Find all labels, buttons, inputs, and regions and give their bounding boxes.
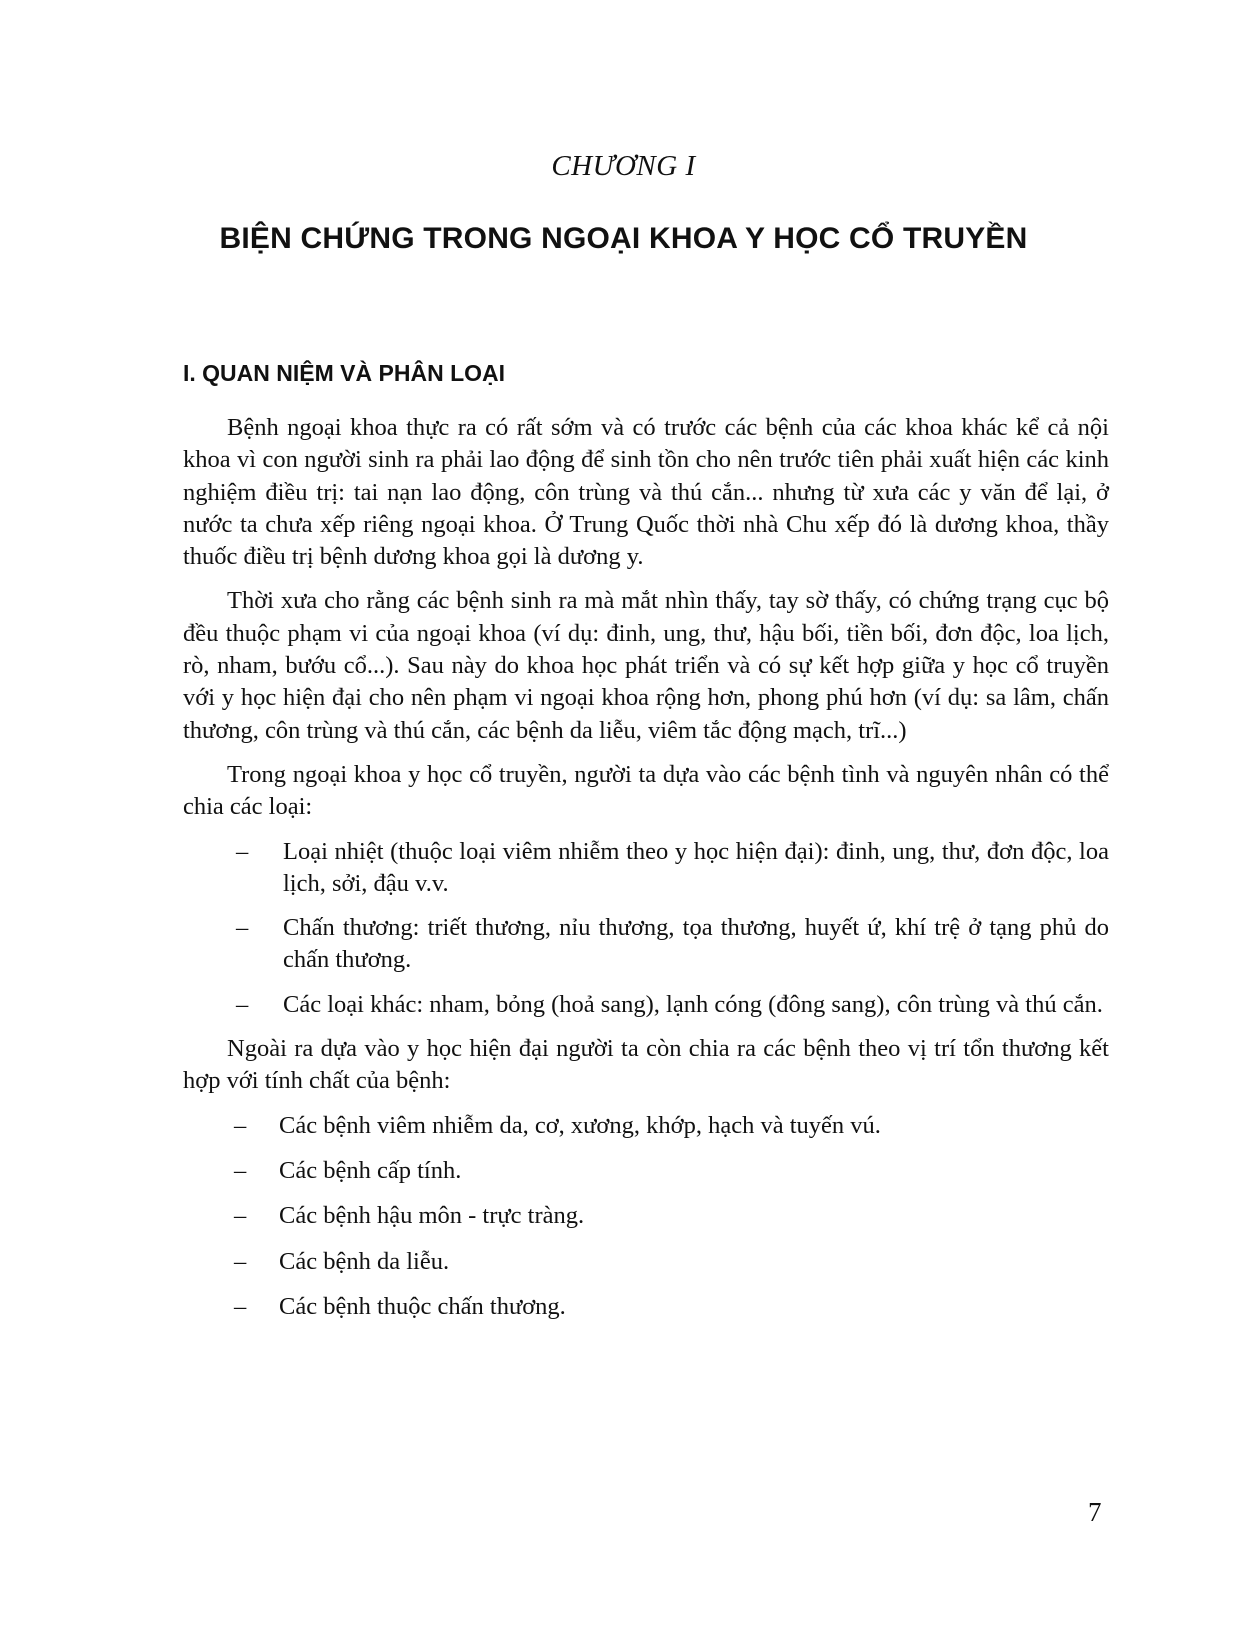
paragraph-4: Ngoài ra dựa vào y học hiện đại người ta còn chia ra các bệnh theo vị trí tổn thương kết hợp với tính chất của bệnh: — [183, 1035, 1109, 1095]
classification-list-traditional — [183, 836, 1109, 1021]
dash-bullet: – — [234, 1111, 247, 1139]
list-item-text: Chấn thương: triết thương, nỉu thương, tọa thương, huyết ứ, khí trệ ở tạng phủ do chấn thương. — [283, 914, 1109, 974]
list-item-text: Loại nhiệt (thuộc loại viêm nhiễm theo y học hiện đại): đinh, ung, thư, đơn độc, loa lịch, sởi, đậu v.v. — [283, 837, 1109, 897]
chapter-label: CHƯƠNG I — [551, 150, 696, 182]
dash-bullet: – — [234, 1247, 247, 1275]
list-item-text: Các bệnh viêm nhiễm da, cơ, xương, khớp, hạch và tuyến vú. — [279, 1111, 881, 1139]
dash-bullet: – — [234, 1156, 247, 1184]
list-item — [183, 1200, 1109, 1232]
paragraph-2: Thời xưa cho rằng các bệnh sinh ra mà mắt nhìn thấy, tay sờ thấy, có chứng trạng cục bộ đều thuộc phạm vi của ngoại khoa (ví dụ: đinh, ung, thư, hậu bối, tiền bối, đơn độc, loa lịch, rò, nham, bướu cổ...). Sau này do khoa học phát triển và có sự kết hợp giữa y học cổ truyền với y học hiện đại cho nên phạm vi ngoại khoa rộng hơn, phong phú hơn (ví dụ: sa lâm, chấn thương, côn trùng và thú cắn, các bệnh da liễu, viêm tắc động mạch, trĩ...) — [183, 587, 1109, 744]
dash-bullet: – — [236, 990, 249, 1018]
list-item — [183, 1246, 1109, 1278]
page-number: 7 — [1088, 1497, 1102, 1527]
classification-list-modern — [183, 1110, 1109, 1323]
list-item-text: Các bệnh da liễu. — [279, 1247, 450, 1275]
list-item — [183, 989, 1109, 1021]
list-item-text: Các bệnh cấp tính. — [279, 1156, 462, 1184]
section-heading: I. QUAN NIỆM VÀ PHÂN LOẠI — [183, 360, 506, 386]
chapter-title: BIỆN CHỨNG TRONG NGOẠI KHOA Y HỌC CỔ TRUYỀN — [219, 222, 1028, 255]
list-item — [183, 1110, 1109, 1142]
paragraph-3: Trong ngoại khoa y học cổ truyền, người ta dựa vào các bệnh tình và nguyên nhân có thể chia các loại: — [183, 760, 1109, 821]
list-item — [183, 1291, 1109, 1323]
dash-bullet: – — [236, 837, 249, 865]
dash-bullet: – — [234, 1202, 247, 1230]
body-text — [183, 412, 1109, 1336]
list-item — [183, 912, 1109, 977]
dash-bullet: – — [234, 1292, 247, 1320]
list-item-text: Các bệnh thuộc chấn thương. — [279, 1292, 566, 1320]
list-item-text: Các bệnh hậu môn - trực tràng. — [279, 1202, 585, 1230]
list-item — [183, 836, 1109, 901]
list-item-text: Các loại khác: nham, bỏng (hoả sang), lạnh cóng (đông sang), côn trùng và thú cắn. — [283, 990, 1103, 1018]
list-item — [183, 1155, 1109, 1187]
dash-bullet: – — [236, 914, 249, 942]
paragraph-1: Bệnh ngoại khoa thực ra có rất sớm và có trước các bệnh của các khoa khác kể cả nội khoa vì con người sinh ra phải lao động để sinh tồn cho nên trước tiên phải xuất hiện các kinh nghiệm điều trị: tai nạn lao động, côn trùng và thú cắn... nhưng từ xưa các y văn để lại, ở nước ta chưa xếp riêng ngoại khoa. Ở Trung Quốc thời nhà Chu xếp đó là dương khoa, thầy thuốc điều trị bệnh dương khoa gọi là dương y. — [183, 414, 1109, 571]
